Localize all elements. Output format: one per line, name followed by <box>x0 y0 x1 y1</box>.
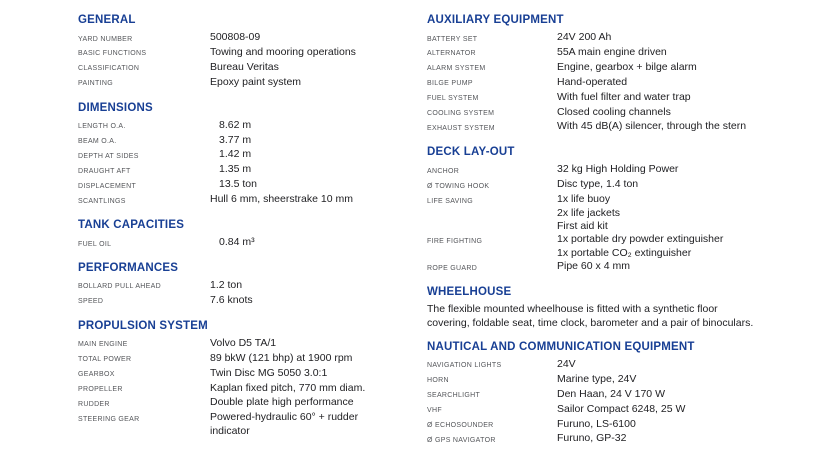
spec-value-line: Engine, gearbox + bilge alarm <box>557 60 697 73</box>
spec-row <box>427 373 819 388</box>
spec-value <box>557 46 667 59</box>
paragraph-line: The flexible mounted wheelhouse is fitted with a synthetic floor <box>427 303 718 316</box>
section-title: PROPULSION SYSTEM <box>78 319 208 332</box>
spec-row <box>427 163 819 178</box>
spec-value-line: indicator <box>210 424 250 437</box>
spec-value-line: 500808-09 <box>210 31 261 43</box>
spec-label: BATTERY SET <box>427 35 478 43</box>
spec-value-line: Epoxy paint system <box>210 75 302 88</box>
spec-value <box>557 233 723 260</box>
spec-value <box>557 358 576 371</box>
spec-value <box>557 418 636 431</box>
spec-row <box>78 178 408 193</box>
spec-value-line: 7.6 knots <box>210 293 253 306</box>
spec-value <box>210 61 279 74</box>
spec-label: STEERING GEAR <box>78 415 140 423</box>
spec-value <box>210 411 358 438</box>
spec-label: MAIN ENGINE <box>78 341 128 349</box>
spec-row <box>427 76 819 91</box>
spec-label: FUEL SYSTEM <box>427 95 479 103</box>
spec-row <box>78 337 408 352</box>
spec-value <box>557 76 627 89</box>
spec-label: DEPTH AT SIDES <box>78 152 139 160</box>
spec-row <box>78 367 408 382</box>
spec-value-line: Powered-hydraulic 60° + rudder <box>210 411 359 424</box>
spec-label: SCANTLINGS <box>78 197 126 205</box>
spec-value <box>210 148 251 161</box>
spec-row <box>78 411 408 438</box>
spec-value <box>210 337 276 350</box>
spec-value-line: Pipe 60 x 4 mm <box>557 260 630 273</box>
spec-value <box>210 163 251 176</box>
section-dimensions <box>78 102 408 208</box>
spec-value <box>210 367 327 380</box>
spec-value <box>557 31 611 44</box>
spec-label: SEARCHLIGHT <box>427 392 481 400</box>
spec-row <box>427 91 819 106</box>
spec-value <box>557 193 620 233</box>
spec-value-line: 1x life buoy <box>557 193 611 206</box>
spec-label: NAVIGATION LIGHTS <box>427 362 502 370</box>
spec-value-line: 1.35 m <box>219 163 252 176</box>
spec-value-line: First aid kit <box>557 219 608 232</box>
spec-value <box>210 178 257 191</box>
spec-row <box>78 119 408 134</box>
section-title: NAUTICAL AND COMMUNICATION EQUIPMENT <box>427 340 695 353</box>
spec-value <box>557 260 630 273</box>
spec-row <box>78 31 408 46</box>
spec-value <box>557 178 638 191</box>
spec-value <box>557 432 626 445</box>
spec-label: BOLLARD PULL AHEAD <box>78 283 161 291</box>
section-wheelhouse <box>427 286 819 330</box>
spec-value-line: Hull 6 mm, sheerstrake 10 mm <box>210 193 353 206</box>
spec-value <box>210 352 352 365</box>
spec-label: FIRE FIGHTING <box>427 237 483 245</box>
spec-value <box>210 279 242 292</box>
spec-row <box>427 403 819 418</box>
spec-value-line: Closed cooling channels <box>557 105 671 118</box>
spec-value-line: 1x portable dry powder extinguisher <box>557 233 724 246</box>
spec-value <box>557 106 671 119</box>
spec-row <box>427 432 819 447</box>
spec-value <box>557 120 746 133</box>
spec-row <box>78 148 408 163</box>
spec-value-line: 1x portable CO₂ extinguisher <box>557 246 692 259</box>
spec-value <box>557 388 665 401</box>
spec-value-line: 2x life jackets <box>557 206 621 219</box>
spec-right-column <box>427 14 819 458</box>
spec-value-line: Sailor Compact 6248, 25 W <box>557 402 686 415</box>
spec-row <box>78 352 408 367</box>
spec-label: VHF <box>427 407 442 415</box>
spec-row <box>78 46 408 61</box>
spec-label: RUDDER <box>78 400 110 408</box>
spec-value <box>210 294 253 307</box>
spec-value-line: 55A main engine driven <box>557 45 667 58</box>
spec-value <box>557 403 685 416</box>
spec-value-line: With fuel filter and water trap <box>557 90 691 103</box>
spec-row <box>427 46 819 61</box>
paragraph-line: covering, foldable seat, time clock, barometer and a pair of binoculars. <box>427 316 754 329</box>
spec-row <box>427 61 819 76</box>
section-title: AUXILIARY EQUIPMENT <box>427 14 564 26</box>
spec-label: TOTAL POWER <box>78 356 132 364</box>
spec-row <box>427 358 819 373</box>
spec-label: ALTERNATOR <box>427 50 476 58</box>
spec-value-line: 1.42 m <box>219 148 252 161</box>
spec-value <box>210 134 251 147</box>
section-title: WHEELHOUSE <box>427 286 512 299</box>
spec-label: LIFE SAVING <box>427 197 473 205</box>
spec-label: BASIC FUNCTIONS <box>78 50 147 58</box>
spec-label: GEARBOX <box>78 371 115 379</box>
section-deck-lay-out <box>427 146 819 275</box>
spec-row <box>427 106 819 121</box>
section-general <box>78 14 408 91</box>
spec-row <box>78 134 408 149</box>
spec-label: PROPELLER <box>78 386 123 393</box>
spec-value-line: 1.2 ton <box>210 278 243 291</box>
spec-label: BILGE PUMP <box>427 80 473 88</box>
spec-value <box>210 236 255 249</box>
section-title: DIMENSIONS <box>78 101 153 114</box>
spec-label: Ø ECHOSOUNDER <box>427 422 494 430</box>
spec-label: LENGTH O.A. <box>78 123 126 131</box>
spec-value <box>210 396 354 409</box>
spec-left-column <box>78 14 408 449</box>
spec-value-line: With 45 dB(A) silencer, through the stern <box>557 120 747 133</box>
spec-value <box>210 193 353 206</box>
spec-value <box>210 31 260 44</box>
spec-value-line: Twin Disc MG 5050 3.0:1 <box>210 366 328 379</box>
spec-row <box>78 396 408 411</box>
spec-label: CLASSIFICATION <box>78 65 140 73</box>
spec-label: ALARM SYSTEM <box>427 65 486 73</box>
spec-row <box>427 193 819 233</box>
spec-value <box>210 382 365 395</box>
spec-value-line: Furuno, LS-6100 <box>557 417 636 430</box>
spec-label: DISPLACEMENT <box>78 182 137 190</box>
spec-row <box>427 418 819 433</box>
section-title: TANK CAPACITIES <box>78 219 185 232</box>
spec-value <box>210 76 301 89</box>
section-title: PERFORMANCES <box>78 261 179 274</box>
spec-value-line: Towing and mooring operations <box>210 45 356 58</box>
spec-value-line: 32 kg High Holding Power <box>557 163 679 176</box>
spec-value-line: Disc type, 1.4 ton <box>557 178 639 191</box>
spec-label: HORN <box>427 377 449 385</box>
spec-row <box>78 236 408 251</box>
spec-value-line: Furuno, GP-32 <box>557 432 627 445</box>
spec-value-line: 24V 200 Ah <box>557 31 612 43</box>
spec-row <box>427 388 819 403</box>
spec-value-line: Den Haan, 24 V 170 W <box>557 387 665 400</box>
spec-value-line: 8.62 m <box>219 118 252 131</box>
spec-value-line: Marine type, 24V <box>557 372 637 385</box>
spec-row <box>78 76 408 91</box>
spec-row <box>78 294 408 309</box>
section-tank-capacities <box>78 219 408 251</box>
spec-value <box>557 61 697 74</box>
spec-label: DRAUGHT AFT <box>78 167 131 175</box>
spec-value <box>210 46 356 59</box>
spec-label: EXHAUST SYSTEM <box>427 124 495 132</box>
spec-row <box>427 233 819 260</box>
section-title: GENERAL <box>78 14 136 26</box>
spec-value-line: Volvo D5 TA/1 <box>210 336 277 349</box>
spec-value-line: 3.77 m <box>219 133 252 146</box>
spec-label: Ø GPS NAVIGATOR <box>427 436 496 444</box>
spec-row <box>78 61 408 76</box>
spec-row <box>427 260 819 275</box>
spec-value-line: 24V <box>557 357 576 370</box>
spec-row <box>78 163 408 178</box>
spec-row <box>427 31 819 46</box>
spec-value-line: 13.5 ton <box>219 178 257 191</box>
spec-label: FUEL OIL <box>78 240 112 248</box>
spec-value <box>557 163 678 176</box>
spec-row <box>427 178 819 193</box>
spec-label: Ø TOWING HOOK <box>427 182 490 190</box>
spec-label: COOLING SYSTEM <box>427 110 495 118</box>
spec-value-line: Bureau Veritas <box>210 60 279 73</box>
spec-label: ANCHOR <box>427 167 460 175</box>
spec-value-line: 89 bkW (121 bhp) at 1900 rpm <box>210 351 353 364</box>
spec-label: YARD NUMBER <box>78 35 133 43</box>
section-paragraph <box>427 303 819 330</box>
spec-value <box>557 373 636 386</box>
spec-row <box>427 120 819 135</box>
spec-label: PAINTING <box>78 80 113 88</box>
spec-row <box>78 279 408 294</box>
spec-row <box>78 193 408 208</box>
spec-label: ROPE GUARD <box>427 264 478 272</box>
section-auxiliary-equipment <box>427 14 819 135</box>
spec-value-line: 0.84 m³ <box>219 236 255 249</box>
spec-value <box>557 91 691 104</box>
spec-value <box>210 119 251 132</box>
spec-value-line: Double plate high performance <box>210 396 354 409</box>
section-propulsion-system <box>78 320 408 438</box>
spec-value-line: Hand-operated <box>557 75 628 88</box>
spec-row <box>78 382 408 397</box>
section-title: DECK LAY-OUT <box>427 146 515 159</box>
section-performances <box>78 262 408 309</box>
spec-label: SPEED <box>78 298 104 306</box>
spec-label: BEAM O.A. <box>78 138 117 146</box>
spec-value-line: Kaplan fixed pitch, 770 mm diam. <box>210 381 366 394</box>
section-nautical-and-communication-equipment <box>427 341 819 447</box>
